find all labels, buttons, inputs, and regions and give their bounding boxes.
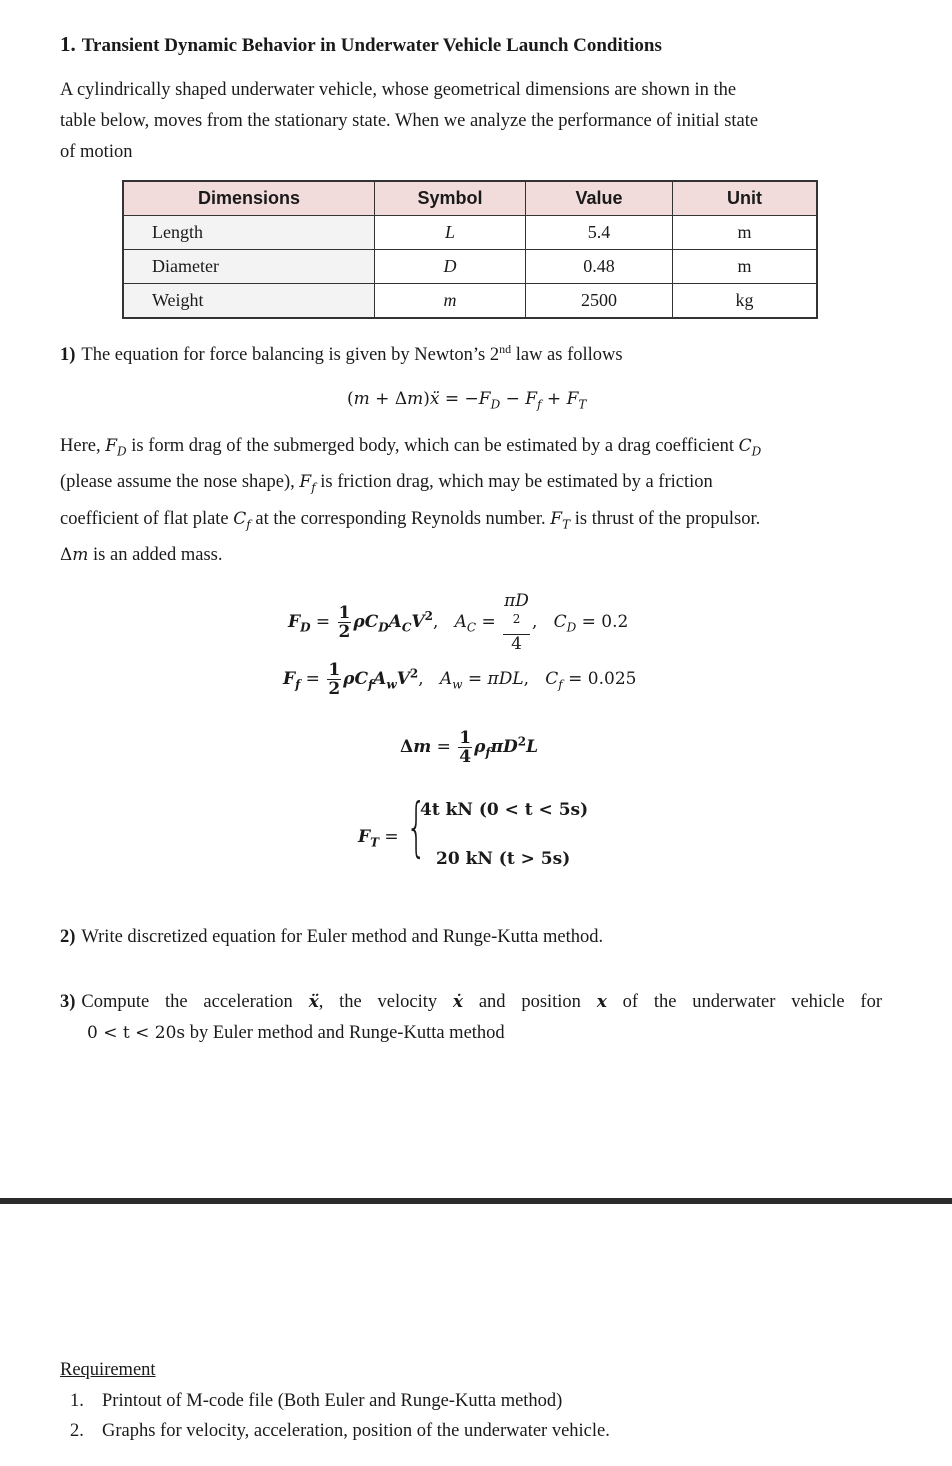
list-number: 1. bbox=[70, 1391, 84, 1411]
table-row bbox=[123, 216, 817, 250]
table-header: Unit bbox=[673, 181, 818, 216]
intro-line: of motion bbox=[60, 142, 133, 162]
intro-line: A cylindrically shaped underwater vehicle, whose geometrical dimensions are shown in the bbox=[60, 80, 737, 100]
table-cell: m bbox=[673, 250, 818, 284]
question-number: 3) bbox=[60, 992, 76, 1012]
table-cell: Weight bbox=[123, 284, 375, 319]
table-cell: m bbox=[673, 216, 818, 250]
table-header: Value bbox=[526, 181, 673, 216]
newton-equation: (m + Δm)ẍ = $-F_D - F_f + F_T$ bbox=[347, 389, 587, 412]
question-text: , the velocity bbox=[318, 992, 453, 1012]
list-number: 2. bbox=[70, 1421, 84, 1441]
added-mass-equation: Δm = $\frac{1}{4}$ $\rho_f\pi D^2L$ bbox=[400, 728, 539, 767]
explanation-text: is thrust of the propulsor. bbox=[570, 508, 761, 529]
table-header: Dimensions bbox=[123, 181, 375, 216]
explanation-text: (please assume the nose shape), bbox=[60, 472, 300, 493]
table-cell: kg bbox=[673, 284, 818, 319]
question-text: The equation for force balancing is given by Newton’s 2 bbox=[81, 345, 500, 366]
question-text: of the underwater vehicle for bbox=[606, 992, 882, 1012]
table-cell: m bbox=[375, 284, 526, 319]
explanation-text: Here, bbox=[60, 436, 106, 456]
table-cell: 0.48 bbox=[526, 250, 673, 284]
list-text: Graphs for velocity, acceleration, position of the underwater vehicle. bbox=[102, 1421, 610, 1441]
question-text: Write discretized equation for Euler method and Runge-Kutta method. bbox=[81, 927, 604, 947]
explanation-text: coefficient of flat plate bbox=[60, 508, 234, 529]
list-item bbox=[70, 1421, 610, 1442]
list-item bbox=[70, 1391, 562, 1412]
thrust-case-1: 4t kN (0 < t < 5s) bbox=[420, 800, 589, 820]
intro-paragraph bbox=[60, 75, 880, 168]
question-text-after: law as follows bbox=[511, 345, 623, 366]
table-header: Symbol bbox=[375, 181, 526, 216]
problem-title bbox=[60, 32, 662, 57]
brace-symbol: { bbox=[406, 791, 427, 865]
table-cell: 2500 bbox=[526, 284, 673, 319]
thrust-case-2: 20 kN (t > 5s) bbox=[436, 849, 571, 869]
explanation-text: is friction drag, which may be estimated by a friction bbox=[315, 472, 713, 493]
question-number: 1) bbox=[60, 345, 76, 366]
problem-number: 1. bbox=[60, 32, 76, 56]
problem-title-text: Transient Dynamic Behavior in Underwater Vehicle Launch Conditions bbox=[81, 35, 662, 56]
intro-line: table below, moves from the stationary state. When we analyze the performance of initial state bbox=[60, 111, 759, 131]
friction-drag-equation: $F_f$ = $\frac{1}{2}$ $\rho C_fA_wV^2$, $A_w = \pi DL$, $C_f = 0.025$ bbox=[283, 660, 637, 699]
cf-value: 0.025 bbox=[587, 669, 637, 689]
question-1 bbox=[60, 342, 623, 366]
thrust-label: $F_T$ = bbox=[358, 827, 399, 850]
question-2 bbox=[60, 927, 603, 948]
explanation-text: is form drag of the submerged body, which can be estimated by a drag coefficient bbox=[126, 436, 739, 456]
requirement-heading: Requirement bbox=[60, 1360, 156, 1380]
table-cell: Diameter bbox=[123, 250, 375, 284]
form-drag-equation: $F_D$ = $\frac{1}{2}$ $\rho C_DA_CV^2$, $A_C$ = πD $^2$ 4 , $C_D = 0.2$ bbox=[288, 591, 629, 654]
question-text: Compute the acceleration bbox=[81, 992, 309, 1012]
question-text: by Euler method and Runge-Kutta method bbox=[185, 1023, 505, 1043]
cd-value: 0.2 bbox=[601, 611, 629, 632]
dimensions-table bbox=[122, 180, 818, 319]
table-cell: Length bbox=[123, 216, 375, 250]
question-3: 3) Compute the acceleration ẍ, the velocity ẋ and position x of the underwater vehicle for 0 < t < 20s by Euler method and Runge-Kutta method bbox=[60, 992, 882, 1043]
explanation-text: is an added mass. bbox=[88, 545, 223, 566]
table-cell: L bbox=[375, 216, 526, 250]
time-range: 0 < t < 20s bbox=[87, 1023, 186, 1043]
question-number: 2) bbox=[60, 927, 76, 947]
table-cell: D bbox=[375, 250, 526, 284]
table-cell: 5.4 bbox=[526, 216, 673, 250]
explanation-paragraph: Here, $F_D$ is form drag of the submerged body, which can be estimated by a drag coefficient $C_D$ (please assume the nose shape), $F_f$ is friction drag, which may be estimated by a friction coefficient of flat plate $C_f$ at the corresponding Reynolds number. $F_T$ is thrust of the propulsor. Δm is an added mass. bbox=[60, 436, 762, 566]
explanation-text: at the corresponding Reynolds number. bbox=[250, 508, 551, 529]
list-text: Printout of M-code file (Both Euler and Runge-Kutta method) bbox=[102, 1391, 563, 1411]
question-sup: nd bbox=[499, 342, 512, 356]
table-header-row bbox=[123, 181, 817, 216]
table-row bbox=[123, 284, 817, 319]
table-row bbox=[123, 250, 817, 284]
divider bbox=[0, 1198, 952, 1204]
question-text: and position bbox=[463, 992, 597, 1012]
